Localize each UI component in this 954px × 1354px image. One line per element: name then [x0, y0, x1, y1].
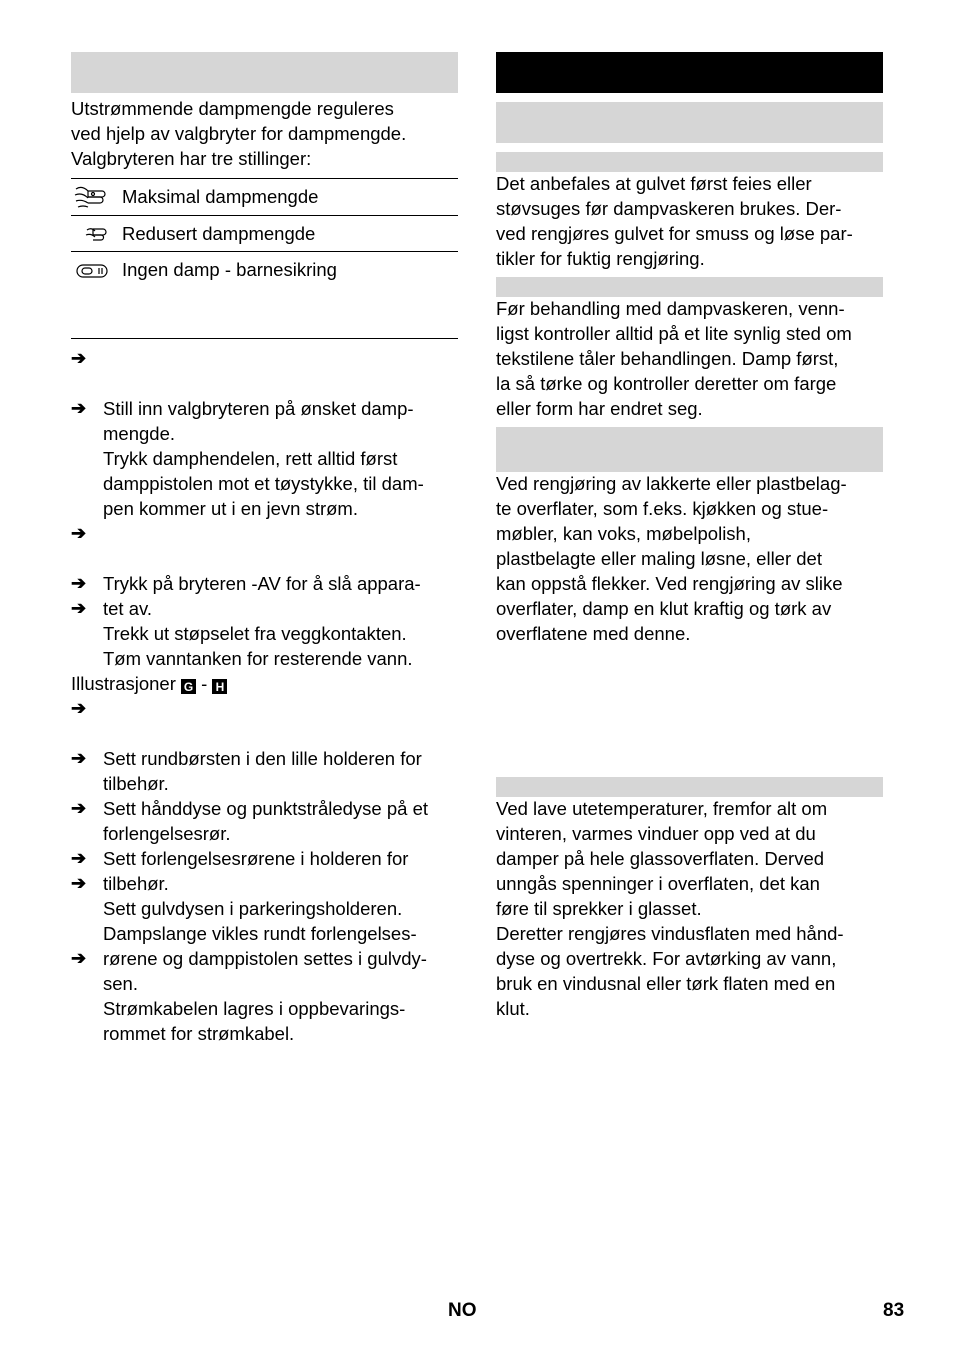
setting-row-none	[71, 252, 458, 288]
arrow-icon: ➔	[71, 848, 87, 868]
setting-row-max	[71, 179, 458, 215]
illustrations-line	[71, 671, 227, 696]
arrow-icon: ➔	[71, 598, 87, 618]
list-item-text: Strømkabelen lagres i oppbevarings- rommet for strømkabel.	[103, 998, 406, 1044]
paragraph-furniture: Ved rengjøring av lakkerte eller plastbelag- te overflater, som f.eks. kjøkken og stue- møbler, kan voks, møbelpolish, plastbelagte eller maling løsne, eller det kan oppstå flekker. Ved rengjøring av slike overflater, damp en klut kraftig og tørk av overflatene med denne.	[496, 473, 847, 644]
arrow-icon: ➔	[71, 798, 87, 818]
list-item-text: Dampslange vikles rundt forlengelses- rørene og damppistolen settes i gulvdy- sen.	[103, 923, 427, 994]
list-item	[71, 596, 463, 671]
section-heading-bar	[71, 52, 458, 93]
arrow-icon: ➔	[71, 573, 87, 593]
list-item-text: Trykk damphendelen, rett alltid først damppistolen mot et tøystykke, til dam- pen kommer ut i en jevn strøm.	[103, 448, 424, 519]
arrow-icon: ➔	[71, 523, 87, 543]
list-item-text: Sett forlengelsesrørene i holderen for tilbehør.	[103, 848, 409, 894]
arrow-icon: ➔	[71, 873, 87, 893]
subsection-heading-bar	[496, 777, 883, 797]
arrow-icon: ➔	[71, 748, 87, 768]
list-item-text: Sett rundbørsten i den lille holderen for tilbehør.	[103, 748, 422, 794]
arrow-icon: ➔	[71, 698, 87, 718]
subsection-heading-bar	[496, 277, 883, 297]
subsection-heading-bar	[496, 152, 883, 172]
paragraph-windows: Ved lave utetemperaturer, fremfor alt om vinteren, varmes vinduer opp ved at du damper på hele glassoverflaten. Derved unngås spenninger i overflaten, det kan føre til sprekker i glasset. Deretter rengjøres vindusflaten med hånd- dyse og overtrekk. For avtørking av vann, bruk en vindusnal eller tørk flaten med en klut.	[496, 798, 844, 1019]
paragraph-textiles: Før behandling med dampvaskeren, venn- ligst kontroller alltid på et lite synlig sted om tekstilene tåler behandlingen. Damp først, la så tørke og kontroller deretter om farge eller form har endret seg.	[496, 298, 852, 419]
page-number: 83	[883, 1300, 905, 1321]
list-item-text: Sett gulvdysen i parkeringsholderen.	[103, 898, 403, 919]
figure-badge: G	[181, 679, 196, 694]
chapter-heading-bar	[496, 52, 883, 93]
arrow-icon: ➔	[71, 348, 87, 368]
arrow-icon: ➔	[71, 948, 87, 968]
paragraph-floor: Det anbefales at gulvet først feies eller støvsuges før dampvaskeren brukes. Der- ved rengjøres gulvet for smuss og løse par- tikler for fuktig rengjøring.	[496, 173, 853, 269]
list-item-text: Sett hånddyse og punktstråledyse på et forlengelsesrør.	[103, 798, 428, 844]
section-rule	[71, 338, 458, 339]
reduced-steam-icon	[73, 220, 111, 248]
setting-label: Redusert dampmengde	[122, 223, 316, 244]
illustrations-separator: -	[201, 673, 208, 694]
arrow-icon: ➔	[71, 398, 87, 418]
footer-language: NO	[448, 1300, 477, 1321]
list-item-text: Trykk på bryteren -AV for å slå appara- tet av.	[103, 573, 421, 619]
list-item	[71, 396, 463, 521]
list-item-text: Still inn valgbryteren på ønsket damp- mengde.	[103, 398, 414, 444]
setting-row-reduced	[71, 216, 458, 252]
subsection-heading-bar	[496, 427, 883, 472]
max-steam-icon	[73, 183, 111, 211]
figure-badge: H	[212, 679, 227, 694]
no-steam-lock-icon	[73, 256, 111, 284]
section-heading-bar	[496, 102, 883, 143]
illustrations-label: Illustrasjoner	[71, 673, 176, 694]
list-item	[71, 946, 463, 1046]
setting-label: Ingen damp - barnesikring	[122, 259, 337, 280]
setting-label: Maksimal dampmengde	[122, 186, 319, 207]
intro-paragraph: Utstrømmende dampmengde reguleres ved hjelp av valgbryter for dampmengde. Valgbryteren har tre stillinger:	[71, 98, 407, 169]
list-item-text: Tøm vanntanken for resterende vann.	[103, 648, 413, 669]
list-item-text: Trekk ut støpselet fra veggkontakten.	[103, 623, 407, 644]
